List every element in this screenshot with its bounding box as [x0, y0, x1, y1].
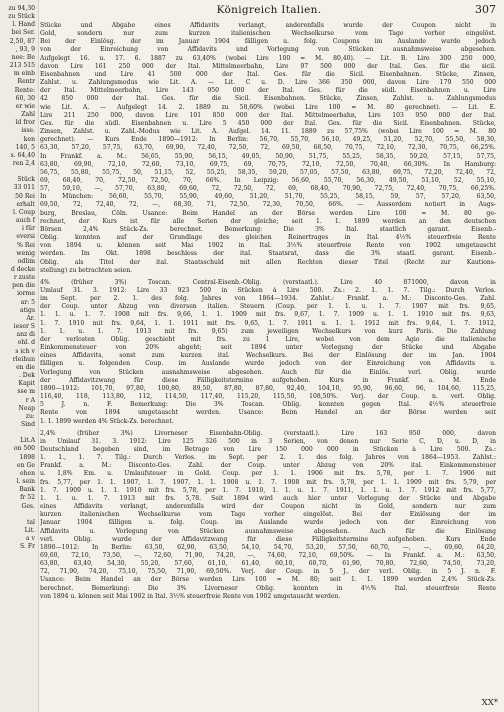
- text-line: Umlauf 31. 3. 1912: Lire 33 923 500 in Stücken à Lire 500. Zs.: 2. 1. 1. 7. Tilg.: Durch Verlos.: [40, 287, 496, 294]
- text-line: Ges. für die südl. Eisenbahnen u. Lire 5 450 000 der Ital. Ges. für die Sicil. Eisenbahnen. Stücke,: [40, 119, 496, 127]
- text-line: eines Affidavits verlangt, anderenfalls wird der Coupon nicht in Gold, sondern nur zum: [40, 503, 496, 511]
- margin-line: [0, 511, 38, 519]
- margin-line: Stück: [17, 176, 35, 184]
- margin-line: zu:: [25, 412, 35, 420]
- text-line: 4% (früher 3%) Toscan. Central-Eisenb.-Oblig. (verstaatl.). Lire 40 871000, davon in: [40, 278, 496, 286]
- margin-line: Lit.: [24, 527, 35, 534]
- running-title: Königreich Italien.: [216, 4, 322, 16]
- margin-line: Rentr: [17, 78, 35, 86]
- margin-line: Zahl: [21, 111, 35, 119]
- text-line: der verlosten Oblig. geschieht mit frs. zu 1 Lire, wobei von dem Agio die italienische: [40, 335, 496, 343]
- margin-line: erhalt: [16, 200, 35, 208]
- margin-line: ieser S: [13, 323, 35, 331]
- margin-line: 60, 30: [15, 94, 35, 102]
- text-line: von der Einreichung von Affidavits und Vorlegung von Stücken ausnahmsweise abgesehen.: [40, 46, 496, 54]
- text-line: 1. 1. u. 1. 7. 1908 mit frs. 9,66, 1. 1. 1909 mit frs. 9,67, 1. 7. 1909 u. 1. 1. 1910 mit frs. 9,63,: [40, 311, 496, 319]
- margin-line: Bank: [19, 486, 35, 494]
- text-line: Einkommensteuer von 20% abgeht; seit 1894 unter Vorlegung der Stücke und Abgabe: [40, 344, 496, 352]
- margin-line: iorme: [17, 290, 35, 298]
- text-line: kurzen italienischen Wechselkurse vom Tage vorher eingelöst. Bei der Einlösung der im: [40, 511, 496, 519]
- margin-line: ehen: [19, 469, 35, 477]
- margin-line: en Ge: [17, 461, 35, 469]
- margin-line: 2,50, 87: [9, 37, 35, 45]
- text-line: Stücke und Abgabe eines Affidavits verlangt, anderenfalls wurde der Coupon nicht in: [40, 22, 496, 29]
- margin-line: er wie: [15, 102, 35, 110]
- margin-line: ohl. d: [17, 339, 35, 347]
- text-line: in Umlauf 31. 3. 1912: Lire 125 326 500 in 3 Serien, von denen nur Serie C, D, u. D, in: [40, 437, 496, 445]
- margin-line: Lit.A: [20, 437, 35, 445]
- margin-line: sse m: [17, 388, 35, 396]
- margin-line: Kapit: [18, 380, 35, 388]
- left-margin-text: [0, 5, 38, 551]
- margin-line: s ich v: [15, 347, 35, 355]
- text-line: Lire 211 250 000, davon Lire 101 850 000 der Ital. Mittelmeerbahn, Lire 103 950 000 der Ital.: [40, 111, 496, 119]
- text-line: Oblig. konnten auf der Grundlage des gleichen Reinertrages in Ital. 4½% steuerfreie Rente: [40, 234, 496, 242]
- margin-line: m einb: [13, 70, 35, 78]
- margin-line: l. Coup: [13, 208, 35, 216]
- text-line: 63,30, 57,20, 57,75, 63,70, 69,90, 72,40, 72,50, 72, 69,50, 68,50, 70,75, 72,10, 72,30, 70,75, 66,25%.: [40, 144, 496, 152]
- text-line: stellung) zu betrachten seien.: [40, 266, 133, 274]
- text-line: 1. 1. u. 1. 7. 1913 mit frs. 9,65) zum jeweiligen Wechselkurs von kurz Paris. Die Zahlung: [40, 327, 496, 335]
- document-page: [40, 0, 498, 712]
- page-number: 307: [475, 3, 496, 16]
- text-line: u. 1,8% Em. u. Umlaufsteuer in Gold. Coup. per 1. 1. 1906 mit frs. 5,78, per 1. 7. 1906 mit: [40, 470, 496, 478]
- text-line: der Ital. Mittelmeerbahn, Lire 143 950 000 der Ital. Ges. für die südl. Eisenbahnen u. Lire: [40, 87, 496, 95]
- text-line: 5 J. n. F. Bemerkung: Die 3% Toscan. Oblig. konnten gegen Ital. 4½% steuerfreie: [40, 401, 496, 409]
- text-line: 69,50, 72, 72,40, 72, —, 68,30, 71, 72,50, 72,30, 70,50, 66%. — Ausserdem notiert in Augs-: [40, 201, 496, 209]
- text-line: 56,75, 55,80, 55,75, 50, 51,15, 52, 55,25, 58,35, 59,20, 57,05, 57,50, 63,80, 69,75, 72,20, 72,40, 72,: [40, 168, 496, 176]
- text-line: Vorlegung von Stücken ausnahmsweise abgesehen. Auch für die Einlös. verl. Oblig. wurde: [40, 368, 496, 376]
- margin-line: ld fror: [15, 119, 35, 127]
- margin-line: 140, 5: [15, 143, 35, 151]
- margin-line: [0, 168, 38, 176]
- margin-line: auch f: [15, 217, 35, 225]
- text-line: verl. Oblig. wurde der Affidavitzwang für diese Fälligkeitstermine aufgehoben. Kurs Ende: [40, 535, 496, 543]
- margin-line: ar: 5: [20, 298, 35, 306]
- text-line: 1. 7. 1909 u. 1. 1. 1910 mit frs. 5,78, per 1. 7. 1910, 1. 1. u. 1. 7. 1911, 1. 1. u. 1. 7. 1912 mit frs. 5,77,: [40, 486, 496, 494]
- margin-line: Sind: [21, 420, 35, 428]
- margin-line: Ges.: [21, 502, 35, 510]
- margin-line: en die: [16, 363, 35, 371]
- text-line: berechnet. Bemerkung: Die 3% Livorneser Oblig. konnten in 4½% Ital. steuerfreie Rente: [40, 584, 496, 592]
- text-line: werden. Im Okt. 1898 beschloss der ital. Staatsrat, dass die 3% staatl. garant. Eisenb.-: [40, 250, 496, 258]
- text-line: Januar 1904 fälligen u. folg. Coup. im Auslande wurde jedoch von der Einreichung von: [40, 519, 496, 527]
- text-line: von 1894 u. können seit Mai 1902 in Ital. 3½% steuerfreie Rente von 1902 umgetauscht: [40, 242, 496, 250]
- margin-line: ren 2,4: [12, 159, 35, 167]
- margin-line: bei Ser.: [11, 29, 35, 37]
- margin-line: r A: [25, 396, 35, 404]
- text-line: Eisenbahnen und Lire 41 500 000 der Ital. Ges. für die Sicil. Eisenbahnen. Stücke, Zinsen,: [40, 70, 496, 78]
- margin-line: [0, 429, 38, 437]
- left-page-margin-fragment: [0, 0, 39, 712]
- margin-line: on 500: [13, 445, 35, 453]
- margin-line: l. Hand: [12, 21, 35, 29]
- text-line: wie Lit. A. — Aufgelegt 14. 2. 1889 zu 58,60% (wobei Lire 100 = M. 80 gerechnet). — Lit. E.: [40, 103, 496, 111]
- text-line: der Coup. unter Abzug von diversen italien. Steuern (Coup. per 1. 1. u. 1. 7. 1907 mit frs. 9,65,: [40, 303, 496, 311]
- margin-line: ken: [23, 135, 35, 143]
- text-line: Aufgelegt 16. u. 17. 6. 1887 zu 63,40% (wobei Lire 100 = M. 80,40). — Lit. B. Lire 300 250 000,: [40, 54, 496, 62]
- margin-line: 50 Rei: [15, 192, 35, 200]
- text-line: von 1894 u. können seit Mai 1902 in Ital. 3½% steuerfreie Rente von 1902 umgetauscht werden.: [40, 592, 341, 600]
- margin-line: isse.: [21, 127, 35, 135]
- signature-mark: XX*: [481, 698, 498, 708]
- text-line: 72, 71,90, 74,20, 75,10, 75,50, 71,90, 69,50%. Verj. der Coup. in 5 J., der verl. Oblig. in 5 J. n. F.: [40, 568, 496, 576]
- text-line: Bei der Einlösg. der im Januar 1904 fälligen u. folg. Coupons im Auslande wurde jedoch: [40, 38, 496, 46]
- margin-line: S. Fr: [20, 543, 35, 551]
- margin-line: a v: [25, 535, 35, 543]
- margin-line: fr 52: [20, 494, 35, 502]
- text-line: Zahlst. u. Zahlungsmodus wie Lit. A. — Lit. C u. D. Lire 366 350 000, davon Lire 179 550 000: [40, 79, 496, 87]
- text-line: Gold, sondern nur zum kurzen italienischen Wechselkurse vom Tage vorher eingelöst.: [40, 30, 496, 38]
- text-line: eines Affidavits, sonst zum kurzen ital. Wechselkurs. Bei der Einlösung der im Jan. 1904: [40, 352, 496, 360]
- margin-line: zu 94,30: [8, 5, 35, 12]
- text-line: 1. 1., 1. 7. Tilg.: Durch Verlos. im Sept. per 2. 1. des folg. Jahres von 1864—1953. Zahlst.:: [40, 454, 496, 462]
- text-line: In Frankf. a. M.: 56,65, 55,90, 56,15, 49,05, 50,90, 51,75, 55,25, 58,35, 59,20, 57,15, 57,75,: [40, 152, 496, 160]
- text-line: im Sept. per 2. 1. des folg. Jahres von 1864—1934. Zahlst.: Frankf. a. M.: Disconto-Ges. Zahl.: [40, 295, 496, 303]
- margin-line: d decke: [10, 266, 35, 273]
- text-line: Zinsen, Zahlst. u. Zahl.-Modus wie Lit. A. Aufgel. 14. 11. 1889 zu 57,75% (wobei Lire 100 = M. 80: [40, 128, 496, 136]
- margin-line: l. sein: [16, 478, 35, 486]
- text-line: 63,80, 63,40, 54,30, 55,20, 57,60, 61,10, 61,40, 60,10, 60,70, 61,90, 70,80, 72,60, 74,50, 73,20,: [40, 560, 496, 568]
- margin-line: rleihun: [12, 355, 35, 363]
- margin-line: tal: [26, 518, 35, 526]
- text-line: davon Lire 161 250 000 der Ital. Mittelmeerbahn, Lire 97 500 000 der Ital. Ges. für die sicil.: [40, 62, 496, 70]
- margin-line: atigs: [19, 306, 35, 314]
- text-line: Börsen 2,4% Stück-Zs. berechnet. Bemerkung: Die 3% Ital. staatlich garant. Eisenb.-: [40, 225, 496, 233]
- text-line: 2,4% (früher 3%) Livorneser Eisenbahn-Oblig. (verstaatl.). Lire 163 950 000, davon: [40, 429, 496, 437]
- text-line: Affidavits u. Vorlegung von Stücken ausnahmsweise abgesehen. Auch für die Einlösung: [40, 527, 496, 535]
- margin-line: Rente:: [14, 86, 35, 94]
- text-line: 116,40, 118, 113,80, 112, 114,50, 117,40, 115,20, 115,50, 108,50%. Verj. der Coup. n. verl. Oblig.: [40, 393, 496, 401]
- margin-line: zu Stück: [8, 13, 35, 21]
- margin-line: 1898: [19, 453, 35, 461]
- text-line: 1. 1. u. 1. 7. 1913 mit frs. 5,78. Seit 1894 wird auch hier unter Vorlegung der Stücke und Abgabe: [40, 494, 496, 502]
- text-line: Deutschland begeben sind, im Betrage von Lire 150 000 000 in Stücken à Lire 500. Zs.:: [40, 445, 496, 453]
- margin-line: r zuste: [13, 274, 35, 282]
- margin-line: eversi: [16, 233, 35, 241]
- margin-line: wenig: [16, 249, 35, 257]
- text-line: 57, 59,10, —, 57,70, 63,80, 69,60, 72, 72,50, 72, 69, 68,40, 70,90, 72,75, 72,40, 70,75, 66,25%.: [40, 185, 496, 193]
- text-line: 69, 68,40, 70, 72,50, 72,50, 70, 66%. In Leipzig: 56,60, 55,70, 56,30, 49,50, 51,10, 52, 55,10,: [40, 176, 496, 184]
- margin-line: 33 011: [13, 184, 35, 192]
- margin-line: odlim: [17, 257, 35, 265]
- margin-line: pen die: [12, 282, 35, 290]
- margin-line: anz di: [16, 331, 35, 339]
- text-line: 1890—1912: 101,70, 97,80, 100,80, 89,50, 87,80, 87,80, 92,40, 104,10, 95,90, 96,60, 96, 104,60, 115,25,: [40, 384, 496, 392]
- text-line: 63,80, 69,90, 72,10, 72,60, 73,10, 69,75, 69, 70,75, 72,10, 72,50, 70,40, 66,30%. In Hamburg:: [40, 160, 496, 168]
- margin-line: % Rei: [17, 241, 35, 249]
- text-line: Rente von 1894 umgetauscht werden. Usance: Beim Handel an der Börse werden seit: [40, 409, 496, 417]
- text-line: 1890—1912: In Berlin: 63,50, 62,90, 63,50, 54,10, 54,70, 53,20, 57,50, 60,70, —, —, 69,60, 64,20,: [40, 543, 496, 551]
- margin-line: Ar.: [26, 314, 35, 322]
- margin-line: , 93, 9: [15, 45, 35, 53]
- text-line: Frankf. a. M.: Disconto-Ges. Zahl. der Coup. unter Abzug von 20% ital. Einkommensteuer: [40, 462, 496, 470]
- text-line: 1. 1. 1899 werden 4% Stück-Zs. berechnet.: [40, 417, 174, 425]
- text-line: rechnet, der Kurs ist für alle Serien der gleiche; seit 1. 1. 1899 werden an den deutschen: [40, 217, 496, 225]
- text-line: 69,60, 72,10, 73,50, —, 72,60, 71,90, 74,20, —, 74,60, 72,10, 69,50%. — In Frankf. a. M.: 63,50,: [40, 552, 496, 559]
- text-line: der Affidavitzwang für diese Fälligkeitstermine aufgehoben. Kurs in Frankf. a. M. Ende: [40, 376, 496, 384]
- text-line: In München: 56,60, 55,70, 55,90, 49,60, 51,20, 51,70, 55,25, 58,15, 59, 57, 57,20, 63,50,: [40, 193, 496, 201]
- text-line: gerechnet). — Kurs Ende 1890—1912: In Berlin: 56,70, 55,70, 56,10, 49,25, 51,20, 52,70, 55,50, 58,30,: [40, 136, 496, 144]
- text-line: burg, Breslau, Cöln. Usance: Beim Handel an der Börse werden Lire 100 = M. 80 ge-: [40, 209, 496, 217]
- margin-line: 213 515: [9, 62, 35, 70]
- margin-line: s. 64,40: [10, 151, 35, 159]
- margin-line: Neap: [18, 404, 35, 412]
- margin-line: nee: Be: [11, 53, 35, 61]
- text-line: frs. 5,77, per 1. 1. 1907, 1. 7. 1907, 1. 1. 1908 u. 1. 7. 1908 mit frs. 5,78, per 1. 1. 1909 mit frs. 5,79, per: [40, 478, 496, 486]
- page-header: [40, 0, 498, 22]
- margin-line: i für: [22, 225, 35, 233]
- text-line: Usance: Beim Handel an der Börse werden Lire 100 = M. 80; seit 1. 1. 1899 werden 2,4% Stück-Zs.: [40, 576, 496, 584]
- text-line: fälligen u. folgenden Coup. im Auslande wurde jedoch von der Einreichung von Affidavits u.: [40, 360, 496, 368]
- margin-line: . Dek: [18, 372, 35, 380]
- text-line: 1. 7. 1910 mit frs. 9,64, 1. 1. 1911 mit frs. 9,65, 1. 7. 1911 u. 1. 1. 1912 mit frs. 9,64, 1. 7. 1912,: [40, 319, 496, 327]
- text-line: Oblig. als Titel der ital. Staatsschuld mit allen Rechten dieser Titel (Recht zur Kautions-: [40, 258, 496, 266]
- text-line: 42 850 000 der Ital. Ges. für die Sicil. Eisenbahnen. Stücke, Zinsen, Zahlst. u. Zahlungsmodus: [40, 95, 496, 103]
- page-body: [40, 22, 496, 601]
